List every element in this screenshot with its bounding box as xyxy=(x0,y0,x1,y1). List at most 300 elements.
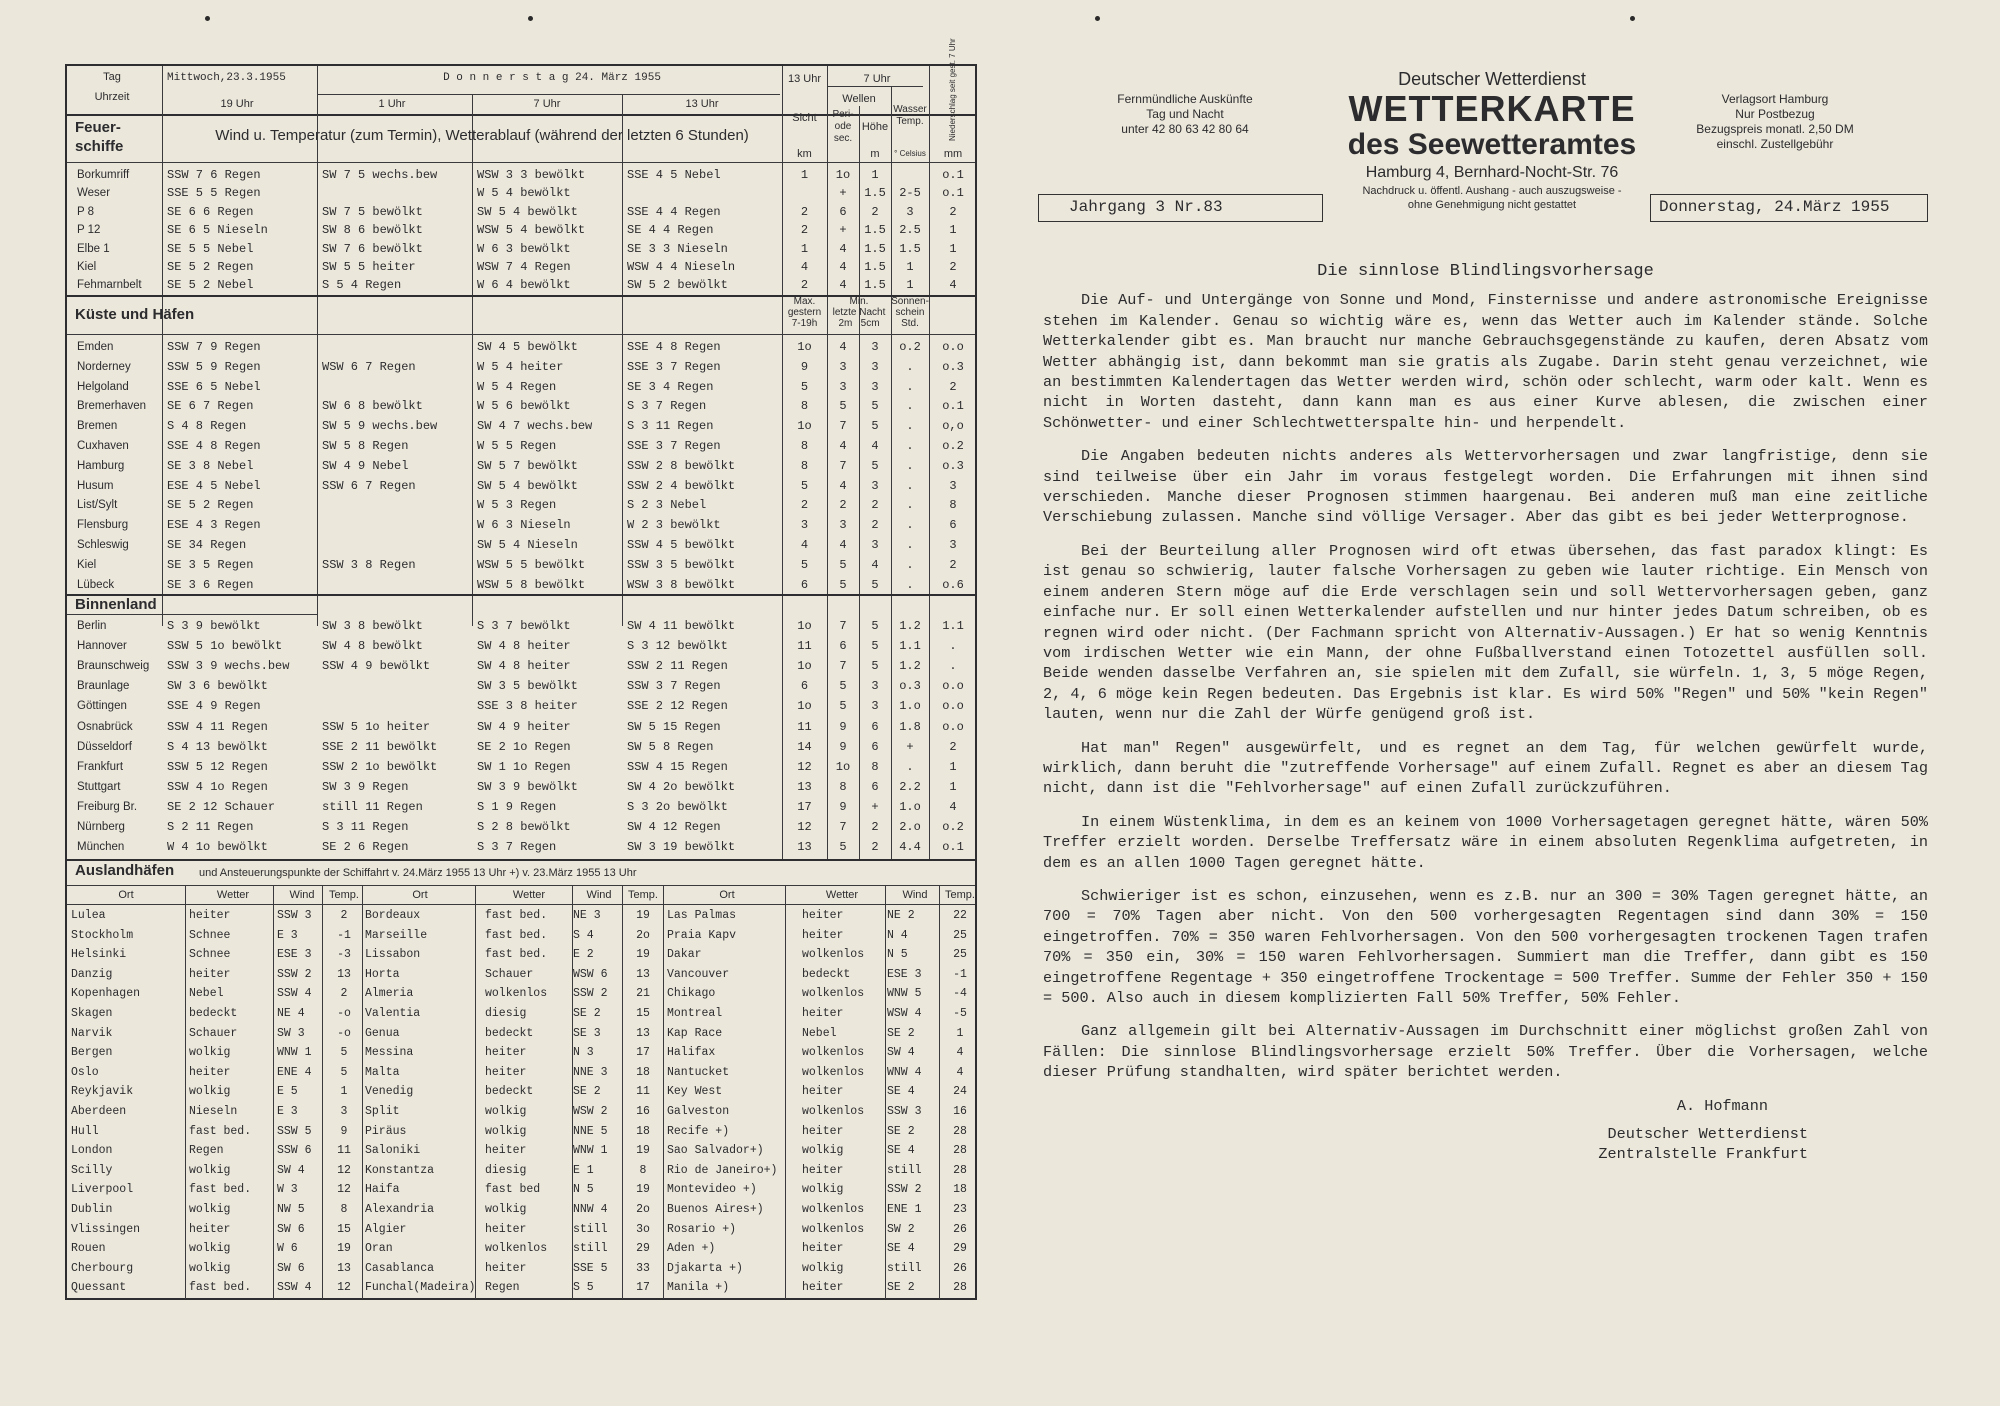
table-cell: heiter xyxy=(802,909,844,922)
port-name: Messina xyxy=(365,1046,414,1060)
table-cell: SSW 2 11 Regen xyxy=(627,659,728,674)
port-name: London xyxy=(71,1144,113,1158)
station-name: Schleswig xyxy=(77,539,129,551)
table-cell: 19 xyxy=(636,909,650,922)
table-cell: WNW 4 xyxy=(887,1065,922,1079)
table-cell: bedeckt xyxy=(485,1026,534,1040)
table-cell: 18 xyxy=(636,1065,650,1079)
table-cell: SSW 4 15 Regen xyxy=(627,759,728,774)
table-cell: 4 xyxy=(956,1046,964,1060)
table-cell: 7 xyxy=(839,659,847,674)
table-cell: 4 xyxy=(871,439,879,453)
table-cell: 3 xyxy=(800,518,809,533)
ausland-row xyxy=(67,1043,975,1063)
table-cell: 28 xyxy=(953,1124,967,1138)
table-cell: SE 2 xyxy=(887,1281,915,1295)
header-niederschlag: Niederschlag seit gest. 7 Uhr xyxy=(948,38,957,141)
port-name: Kap Race xyxy=(667,1026,723,1040)
kueste-row xyxy=(67,436,975,456)
table-cell: 6 xyxy=(839,204,847,219)
table-cell: 3 xyxy=(839,359,847,374)
port-name: Dakar xyxy=(667,948,702,962)
table-cell: 4 xyxy=(839,241,847,256)
table-cell: 1.2 xyxy=(899,619,921,633)
station-name: Braunschweig xyxy=(77,660,150,673)
table-cell: 2 xyxy=(949,204,957,219)
header-wellen: Wellen xyxy=(842,93,876,105)
port-name: Rouen xyxy=(71,1242,106,1256)
header-periode: Peri- ode sec. xyxy=(832,109,854,144)
table-cell: SW 4 8 heiter xyxy=(477,659,571,674)
table-cell: S 3 2o bewölkt xyxy=(627,799,728,814)
table-cell: 19 xyxy=(636,1144,650,1158)
table-cell: SE 5 2 Regen xyxy=(167,260,254,274)
station-name: Hamburg xyxy=(77,459,125,472)
ausland-row xyxy=(67,1278,975,1298)
table-cell: SSW 3 xyxy=(887,1105,922,1118)
table-cell: SW 3 9 Regen xyxy=(322,779,409,794)
port-name: Alexandria xyxy=(365,1203,435,1216)
port-name: Konstantza xyxy=(365,1163,435,1177)
table-cell: S 4 xyxy=(573,928,594,942)
table-cell: wolkig xyxy=(802,1144,844,1158)
table-cell: 25 xyxy=(953,928,967,942)
port-name: Sao Salvador+) xyxy=(667,1144,764,1158)
header-max: Max. gestern 7-19h xyxy=(787,296,822,329)
table-cell: 3o xyxy=(636,1222,650,1236)
table-cell: WSW 3 8 bewölkt xyxy=(627,577,736,592)
table-cell: 7 xyxy=(839,419,847,434)
table-cell: SE 3 4 Regen xyxy=(627,379,714,394)
table-cell: 2 xyxy=(871,518,879,533)
station-name: Hannover xyxy=(77,640,127,653)
table-cell: SE 4 xyxy=(887,1085,915,1099)
table-cell: 5 xyxy=(871,419,879,434)
ausland-row xyxy=(67,1200,975,1220)
header-mm: mm xyxy=(943,148,963,160)
station-name: Elbe 1 xyxy=(77,242,110,255)
table-cell: SW 4 9 heiter xyxy=(477,719,571,734)
table-cell: o.1 xyxy=(942,186,964,201)
table-cell: 4 xyxy=(949,799,957,814)
table-cell: W 6 3 bewölkt xyxy=(477,241,571,256)
table-cell: SW 3 xyxy=(277,1026,305,1040)
masthead xyxy=(1327,68,1657,212)
table-cell: 13 xyxy=(337,967,351,981)
table-cell: E 1 xyxy=(573,1163,594,1177)
station-name: Borkumriff xyxy=(77,169,130,181)
table-cell: diesig xyxy=(485,1007,527,1020)
kueste-row xyxy=(67,515,975,535)
table-cell: SE 4 xyxy=(887,1242,915,1256)
table-cell: 1.1 xyxy=(942,619,964,633)
table-cell: SSW 3 7 Regen xyxy=(627,679,721,694)
table-cell: . xyxy=(906,557,914,572)
table-cell: fast bed. xyxy=(189,1281,252,1295)
table-cell: -1 xyxy=(953,967,967,981)
table-cell: 4 xyxy=(839,340,847,354)
table-cell: . xyxy=(906,538,914,552)
header-7-uhr: 7 Uhr xyxy=(533,98,561,110)
station-name: Helgoland xyxy=(77,380,129,393)
station-name: Kiel xyxy=(77,558,97,571)
table-cell: SSW 2 1o bewölkt xyxy=(322,759,438,774)
contact-line: Tag und Nacht xyxy=(1146,107,1224,121)
table-cell: 12 xyxy=(337,1183,351,1197)
table-cell: 17 xyxy=(636,1281,650,1295)
table-cell: 2 xyxy=(949,557,957,572)
ausland-row xyxy=(67,1024,975,1044)
table-cell: 1.o xyxy=(899,799,921,814)
table-cell: 1.8 xyxy=(899,719,921,734)
table-cell: 1.2 xyxy=(899,659,921,674)
table-cell: 1.5 xyxy=(864,223,886,238)
table-cell: wolkenlos xyxy=(802,1065,865,1079)
table-cell: SE 5 2 Nebel xyxy=(167,278,254,293)
table-cell: SSE 4 8 Regen xyxy=(167,439,261,453)
port-name: Kopenhagen xyxy=(71,987,141,1001)
ausland-row xyxy=(67,926,975,946)
table-cell: 6 xyxy=(871,719,879,734)
table-cell: S 3 9 bewölkt xyxy=(167,619,261,633)
table-cell: 11 xyxy=(797,639,812,654)
port-name: Oran xyxy=(365,1242,393,1256)
table-cell: 2o xyxy=(636,1203,650,1216)
table-cell: 3 xyxy=(871,538,879,552)
header-m: m xyxy=(870,148,880,160)
table-cell: 1 xyxy=(340,1085,348,1099)
punch-hole xyxy=(1630,16,1635,21)
table-cell: 2o xyxy=(636,928,650,942)
punch-hole xyxy=(205,16,210,21)
table-cell: W 5 4 bewölkt xyxy=(477,186,571,201)
table-cell: W 6 xyxy=(277,1242,298,1256)
binnenland-row xyxy=(67,817,975,837)
table-cell: SW 4 8 bewölkt xyxy=(322,639,423,654)
table-cell: 1o xyxy=(835,168,851,182)
station-name: Weser xyxy=(77,187,111,200)
table-cell: 12 xyxy=(797,759,812,774)
table-cell: fast bed. xyxy=(189,1183,252,1197)
table-cell: WSW 6 xyxy=(573,967,608,981)
port-name: Reykjavik xyxy=(71,1085,134,1099)
station-name: Stuttgart xyxy=(77,780,121,793)
table-cell: SSW 2 8 bewölkt xyxy=(627,458,736,473)
table-cell: SW 5 15 Regen xyxy=(627,719,721,734)
ausland-row xyxy=(67,1220,975,1240)
port-name: Narvik xyxy=(71,1026,113,1040)
table-cell: 17 xyxy=(636,1046,650,1060)
ausland-column-header: Wind xyxy=(586,889,612,901)
table-cell: + xyxy=(871,799,879,814)
table-cell: 17 xyxy=(797,799,812,814)
table-cell: SE 34 Regen xyxy=(167,538,247,552)
author: A. Hofmann xyxy=(1676,1096,1768,1115)
table-cell: 3 xyxy=(871,379,879,394)
table-cell: SSW 2 xyxy=(573,987,608,1001)
table-cell: 8 xyxy=(949,498,957,513)
table-cell: 1o xyxy=(797,340,812,354)
station-name: Osnabrück xyxy=(77,720,133,733)
port-name: Buenos Aires+) xyxy=(667,1203,764,1216)
table-cell: . xyxy=(906,478,914,493)
station-name: Freiburg Br. xyxy=(77,800,138,813)
ausland-column-header: Wetter xyxy=(825,889,859,901)
table-cell: Schauer xyxy=(485,967,534,981)
table-cell: o.1 xyxy=(942,168,964,182)
table-cell: -3 xyxy=(337,948,351,962)
table-cell: 5 xyxy=(839,577,847,592)
table-cell: 5 xyxy=(340,1065,348,1079)
table-cell: SE 5 2 Regen xyxy=(167,498,254,513)
article-paragraph: Bei der Beurteilung aller Prognosen wird oft etwas übersehen, das fast paradox klingt: Es ist genau so schwierig, lauter falsche Vorhersagen zu geben wie lauter richtige. Ein Mensch von einem anderen Stern möge auf die Erde verschlagen sein und soll Wettervorhersagen geben, ganz einfache nur. Er soll einen Wetterkalender aufstellen und nur hinter jedes Datum schreiben, ob es regnen wird oder nicht. (Der Fachmann spricht von Alternativ-Aussagen.) Er hat so wenig Kenntnis vom irdischen Wetter wie ein Mann, der ohne Fußballverstand einen Totozettel ausfüllen soll. Beide wenden dasselbe Verfahren an, sie spielen mit dem Zufall, sie würfeln. 1, 3, 5 möge Regen, 2, 4, 6 möge kein Regen bedeuten. Das Ergebnis ist klar. Es wird 50% "Regen" und 50% "kein Regen" lauten, wenn nur die Zahl der Würfe genügend groß ist. xyxy=(1043,541,1928,724)
table-cell: -4 xyxy=(953,987,967,1001)
table-cell: 5 xyxy=(340,1046,348,1060)
table-cell: 1.5 xyxy=(864,278,886,293)
kueste-row xyxy=(67,456,975,476)
table-cell: WNW 1 xyxy=(573,1144,608,1158)
ausland-column-header: Ort xyxy=(412,889,428,901)
table-cell: 18 xyxy=(953,1183,967,1197)
port-name: Chikago xyxy=(667,987,716,1001)
service-name: Deutscher Wetterdienst xyxy=(1398,69,1586,89)
table-cell: SE 5 5 Nebel xyxy=(167,241,254,256)
table-cell: SW 7 6 bewölkt xyxy=(322,241,423,256)
table-cell: SE 6 6 Regen xyxy=(167,204,254,219)
binnenland-row xyxy=(67,757,975,777)
ausland-row xyxy=(67,1102,975,1122)
ausland-column-header: Wetter xyxy=(216,889,250,901)
port-name: Almeria xyxy=(365,987,414,1001)
table-cell: SSW 3 xyxy=(277,909,312,922)
table-cell: W 4 1o bewölkt xyxy=(167,840,268,855)
table-cell: 1o xyxy=(797,659,812,674)
table-cell: NW 5 xyxy=(277,1203,305,1216)
table-cell: 1 xyxy=(949,779,957,794)
table-cell: 2 xyxy=(800,498,809,513)
header-uhrzeit: Uhrzeit xyxy=(94,91,130,103)
table-cell: diesig xyxy=(485,1163,527,1177)
table-cell: wolkenlos xyxy=(802,987,865,1001)
header-sonne: Sonnen- schein Std. xyxy=(891,296,929,329)
table-cell: WSW 4 xyxy=(887,1007,922,1020)
table-cell: SW 6 xyxy=(277,1261,305,1275)
table-cell: SSE 5 5 Regen xyxy=(167,186,261,201)
table-cell: 1.5 xyxy=(864,260,886,274)
table-cell: 5 xyxy=(871,577,879,592)
station-name: Husum xyxy=(77,479,114,492)
port-name: Vancouver xyxy=(667,967,730,981)
table-cell: wolkenlos xyxy=(485,1242,548,1256)
table-cell: S 3 12 bewölkt xyxy=(627,639,728,654)
table-cell: Regen xyxy=(485,1281,520,1295)
table-cell: SE 4 xyxy=(887,1144,915,1158)
ausland-column-header: Wind xyxy=(289,889,315,901)
binnenland-row xyxy=(67,737,975,757)
section-kueste: Küste und Häfen xyxy=(75,306,195,323)
table-cell: 3 xyxy=(839,518,847,533)
binnenland-row xyxy=(67,717,975,737)
publisher-line: einschl. Zustellgebühr xyxy=(1716,137,1834,151)
kueste-row xyxy=(67,495,975,515)
port-name: Haifa xyxy=(365,1183,400,1197)
table-cell: ESE 3 xyxy=(887,967,922,981)
table-cell: 8 xyxy=(800,439,809,453)
table-cell: WSW 7 4 Regen xyxy=(477,260,571,274)
table-cell: 22 xyxy=(953,909,967,922)
table-cell: SSW 5 xyxy=(277,1124,312,1138)
table-cell: SSW 5 9 Regen xyxy=(167,359,261,374)
port-name: Stockholm xyxy=(71,928,134,942)
binnenland-row xyxy=(67,656,975,676)
station-name: Göttingen xyxy=(77,700,127,713)
port-name: Montevideo +) xyxy=(667,1183,757,1197)
table-cell: SSE 4 5 Nebel xyxy=(627,168,721,182)
table-cell: heiter xyxy=(189,909,231,922)
table-cell: . xyxy=(906,439,914,453)
table-cell: 6 xyxy=(871,739,879,754)
table-cell: 12 xyxy=(337,1163,351,1177)
port-name: Cherbourg xyxy=(71,1261,134,1275)
punch-hole xyxy=(1095,16,1100,21)
station-name: München xyxy=(77,841,125,854)
station-name: P 12 xyxy=(77,224,101,237)
table-cell: 6 xyxy=(871,779,879,794)
ausland-row xyxy=(67,1082,975,1102)
table-cell: . xyxy=(949,639,957,654)
table-cell: WSW 3 3 bewölkt xyxy=(477,168,586,182)
table-cell: SW 4 9 Nebel xyxy=(322,458,409,473)
port-name: Aden +) xyxy=(667,1242,716,1256)
table-cell: wolkenlos xyxy=(485,987,548,1001)
table-cell: o.o xyxy=(942,679,964,694)
table-cell: SW 5 2 bewölkt xyxy=(627,278,728,293)
table-cell: 5 xyxy=(871,458,879,473)
table-cell: 2 xyxy=(949,260,957,274)
date-box: Donnerstag, 24.März 1955 xyxy=(1650,194,1928,222)
port-name: Galveston xyxy=(667,1105,730,1118)
table-cell: S 2 3 Nebel xyxy=(627,498,707,513)
table-cell: 9 xyxy=(839,799,847,814)
table-cell: still xyxy=(887,1261,922,1275)
table-cell: heiter xyxy=(189,1222,231,1236)
table-cell: WSW 6 7 Regen xyxy=(322,359,416,374)
station-name: P 8 xyxy=(77,205,95,218)
contact-line: Fernmündliche Auskünfte xyxy=(1117,92,1253,106)
table-cell: SSW 5 1o bewölkt xyxy=(167,639,283,654)
table-cell: S 3 7 bewölkt xyxy=(477,619,571,633)
table-cell: . xyxy=(906,359,914,374)
address: Hamburg 4, Bernhard-Nocht-Str. 76 xyxy=(1365,164,1619,181)
table-cell: SSW 4 1o Regen xyxy=(167,779,268,794)
table-cell: SSW 3 8 Regen xyxy=(322,557,416,572)
table-cell: W 5 4 heiter xyxy=(477,359,564,374)
table-cell: 3 xyxy=(340,1105,348,1118)
table-cell: heiter xyxy=(802,1281,844,1295)
table-cell: 2 xyxy=(871,204,879,219)
table-cell: SW 3 9 bewölkt xyxy=(477,779,578,794)
table-cell: -o xyxy=(337,1026,351,1040)
table-cell: 5 xyxy=(839,840,847,855)
table-cell: fast bed. xyxy=(485,948,548,962)
station-name: Cuxhaven xyxy=(77,440,129,452)
table-cell: wolkenlos xyxy=(802,1222,865,1236)
table-cell: 2.2 xyxy=(899,779,921,794)
article-paragraph: Die Angaben bedeuten nichts anderes als Wettervorhersagen und zwar langfristige, denn sie sind teilweise über ein Jahr im voraus festgelegt worden. Die Erfahrungen mit ihnen sind verschieden. Manche dieser Prognosen stimmen haargenau. Bei anderen muß man eine zeitliche Verschiebung zulassen. Manche sind völlige Versager. Aber das gibt es bei jeder Wetterprognose. xyxy=(1043,447,1928,527)
table-cell: . xyxy=(906,419,914,434)
port-name: Horta xyxy=(365,967,400,981)
table-cell: . xyxy=(906,577,914,592)
binnenland-row xyxy=(67,636,975,656)
table-cell: 4 xyxy=(839,538,847,552)
table-cell: 1.1 xyxy=(899,639,921,654)
port-name: Bordeaux xyxy=(365,909,421,922)
table-cell: 7 xyxy=(839,820,847,834)
port-name: Lissabon xyxy=(365,948,421,962)
table-cell: SW 5 9 wechs.bew xyxy=(322,419,438,434)
table-cell: Regen xyxy=(189,1144,224,1158)
table-cell: 4.4 xyxy=(899,840,921,855)
table-cell: 9 xyxy=(839,739,847,754)
table-cell: 5 xyxy=(800,379,809,394)
kueste-row xyxy=(67,476,975,496)
station-name: Nürnberg xyxy=(77,821,125,833)
table-cell: 13 xyxy=(636,967,650,981)
ausland-row xyxy=(67,1161,975,1181)
table-cell: . xyxy=(906,379,914,394)
port-name: Scilly xyxy=(71,1163,113,1177)
table-cell: . xyxy=(906,518,914,533)
table-cell: 19 xyxy=(337,1242,351,1256)
table-cell: 5 xyxy=(871,639,879,654)
table-cell: S 5 4 Regen xyxy=(322,278,402,293)
table-cell: heiter xyxy=(802,1242,844,1256)
table-cell: o.o xyxy=(942,699,964,714)
table-cell: 3 xyxy=(871,478,879,493)
table-cell: W 5 4 Regen xyxy=(477,379,557,394)
station-name: Frankfurt xyxy=(77,760,124,773)
table-cell: 5 xyxy=(871,659,879,674)
header-celsius: ° Celsius xyxy=(894,149,926,158)
table-cell: 21 xyxy=(636,987,650,1001)
table-cell: 1 xyxy=(949,223,957,238)
table-cell: fast bed. xyxy=(485,909,548,922)
table-cell: SW 5 7 bewölkt xyxy=(477,458,578,473)
table-cell: 2-5 xyxy=(899,186,921,201)
feuerschiff-row xyxy=(67,239,975,259)
table-cell: 12 xyxy=(337,1281,351,1295)
table-cell: 7 xyxy=(839,619,847,633)
table-cell: SSW 3 5 bewölkt xyxy=(627,557,736,572)
table-cell: 4 xyxy=(871,557,879,572)
table-cell: WNW 1 xyxy=(277,1046,312,1060)
table-cell: WSW 4 4 Nieseln xyxy=(627,260,736,274)
feuerschiff-row xyxy=(67,275,975,295)
table-cell: 3 xyxy=(949,538,957,552)
table-cell: heiter xyxy=(189,967,231,981)
table-cell: NE 3 xyxy=(573,909,601,922)
author-org-2: Zentralstelle Frankfurt xyxy=(1598,1145,1808,1164)
ausland-row xyxy=(67,1180,975,1200)
table-cell: 9 xyxy=(340,1124,348,1138)
kueste-row xyxy=(67,357,975,377)
table-cell: 1 xyxy=(906,260,914,274)
table-cell: 5 xyxy=(839,679,847,694)
binnenland-row xyxy=(67,777,975,797)
table-cell: ESE 4 3 Regen xyxy=(167,518,261,533)
station-name: Lübeck xyxy=(77,578,115,591)
table-cell: 5 xyxy=(839,399,847,414)
